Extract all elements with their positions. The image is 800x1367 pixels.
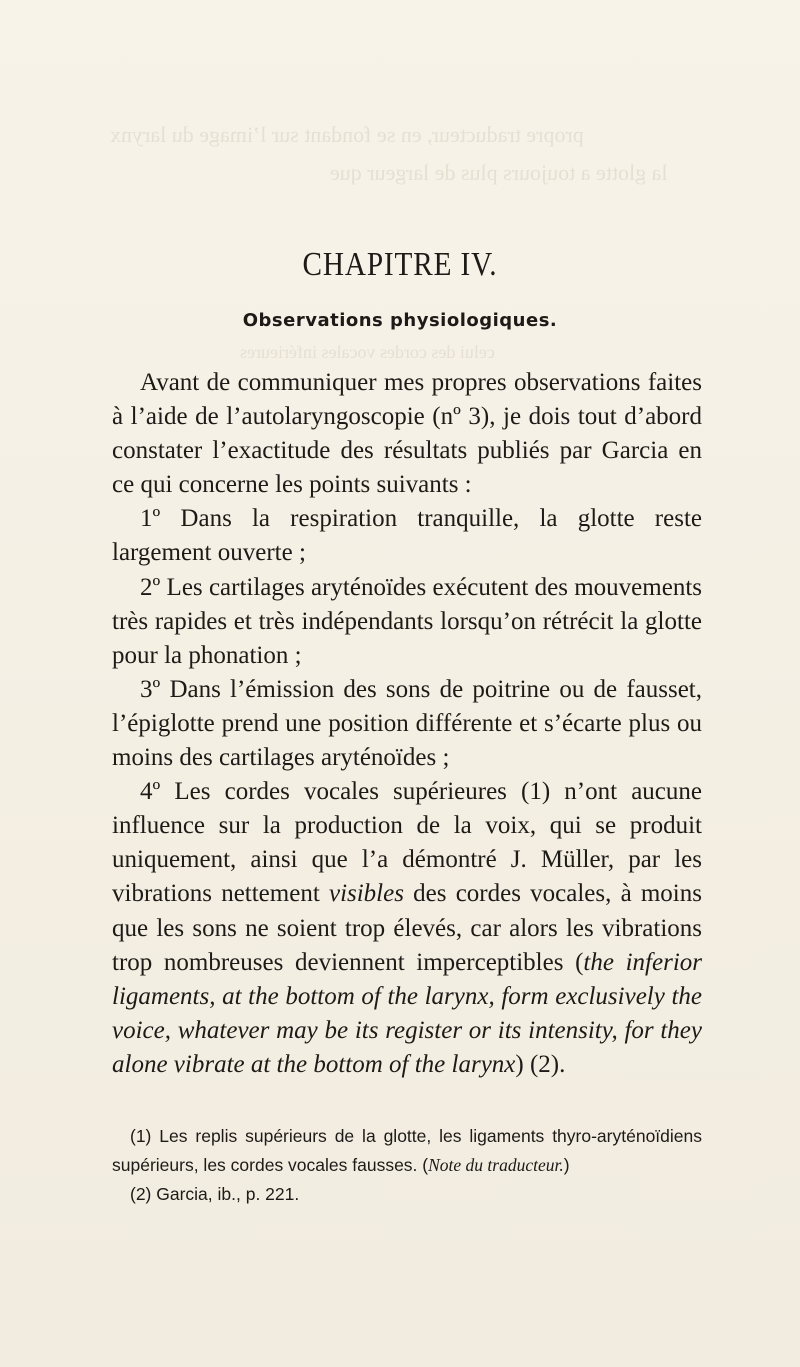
english-quotation: the inferior ligaments, at the bottom of the larynx, form exclusively the voice, whatever may be its register or its intensity, for they alone vibrate at the bottom of the larynx [112, 948, 702, 1078]
point-4-text-start: 4º Les cordes vocales supérieures (1) n’ont aucune influence sur la production de la voix, qui se produit uniquement, ainsi que l’a démontré J. Müller, par les vibrations nettement [112, 778, 702, 908]
chapter-title: CHAPITRE IV. [302, 246, 498, 283]
paragraph-intro: Avant de communiquer mes propres observations faites à l’aide de l’autolaryngoscopie (nº 3), je dois tout d’abord constater l’exactitude des résultats publiés par Garcia en ce qui concerne les points suivants : [112, 369, 702, 499]
footnote-1 [112, 1122, 702, 1180]
footnote-1-text: (1) Les replis supérieurs de la glotte, les ligaments thyro-aryténoïdiens supérieurs, les cordes vocales fausses. ( [112, 1126, 702, 1175]
point-4-text-end: ) (2). [515, 1050, 566, 1078]
body-text [112, 366, 702, 1082]
paragraph-point-4 [112, 775, 702, 1082]
chapter-subtitle: Observations physiologiques. [242, 310, 558, 331]
bleed-through-line-2: la glotte a toujours plus de largeur que [330, 160, 668, 185]
bleed-through-line-1: propre traducteur, en se fondant sur l’image du larynx [110, 122, 584, 147]
emphasis-visibles: visibles [328, 880, 404, 908]
bleed-through-line-3: celui des cordes vocales inférieures [240, 342, 495, 362]
paragraph-point-2: 2º Les cartilages aryténoïdes exécutent des mouvements très rapides et très indépendants lorsqu’on rétrécit la glotte pour la phonation ; [112, 573, 702, 669]
point-4-text-middle: des cordes vocales, à moins que les sons ne soient trop élevés, car alors les vibrations trop nombreuses deviennent imperceptibles ( [112, 880, 702, 976]
footnote-2: (2) Garcia, ib., p. 221. [130, 1184, 300, 1204]
footnotes [112, 1122, 702, 1209]
paragraph-point-3: 3º Dans l’émission des sons de poitrine ou de fausset, l’épiglotte prend une position différente et s’écarte plus ou moins des cartilages aryténoïdes ; [112, 675, 702, 772]
paragraph-point-1: 1º Dans la respiration tranquille, la glotte reste largement ouverte ; [112, 505, 702, 567]
footnote-1-close: ) [563, 1155, 570, 1175]
translator-note: Note du traducteur. [428, 1155, 564, 1175]
